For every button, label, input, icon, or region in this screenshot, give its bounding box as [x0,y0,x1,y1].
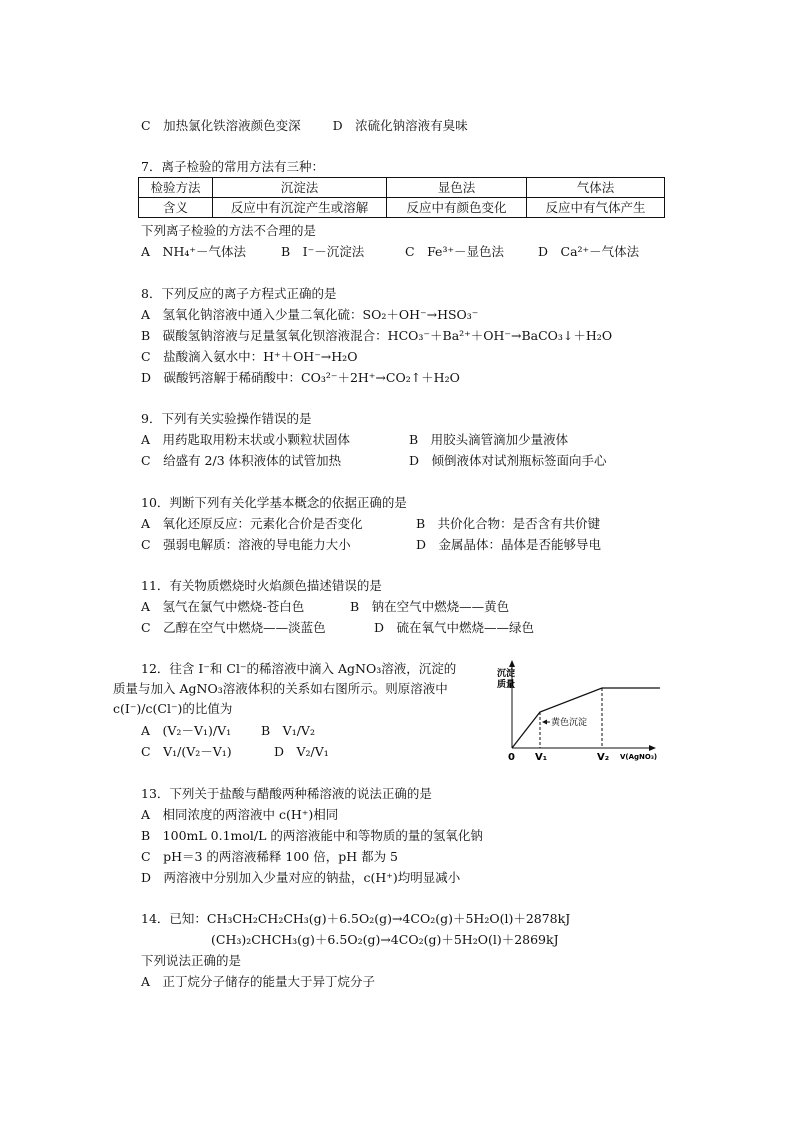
q7-method-table [138,177,665,218]
q10-stem: 10．判断下列有关化学基本概念的依据正确的是 [141,495,407,510]
q13-stem: 13．下列关于盐酸与醋酸两种稀溶液的说法正确的是 [141,786,432,801]
table-header-cell: 气体法 [527,178,665,198]
q10-option-c: C 强弱电解质：溶液的导电能力大小 [141,537,351,552]
q11-option-b: B 钠在空气中燃烧——黄色 [350,599,510,614]
q14-option-a: A 正丁烷分子储存的能量大于异丁烷分子 [141,974,376,989]
q8-option-b: B 碳酸氢钠溶液与足量氢氧化钡溶液混合：HCO₃⁻＋Ba²⁺＋OH⁻→BaCO₃↓＋H₂O [141,328,613,343]
q8-option-d: D 碳酸钙溶解于稀硝酸中：CO₃²⁻＋2H⁺→CO₂↑＋H₂O [141,370,460,385]
q6-options-cd [141,117,468,135]
q7-option-c: C Fe³⁺－显色法 [405,244,505,259]
q9-option-d: D 倾倒液体对试剂瓶标签面向手心 [409,453,607,468]
q8-stem: 8．下列反应的离子方程式正确的是 [141,286,337,301]
q9-stem: 9．下列有关实验操作错误的是 [141,411,312,426]
y-axis-arrow [509,660,515,667]
q8-option-c: C 盐酸滴入氨水中：H⁺＋OH⁻→H₂O [141,349,358,364]
q12-option-a: A (V₂－V₁)/V₁ [141,723,232,738]
v2-tick-label: V₂ [597,752,610,763]
q11-option-a: A 氢气在氯气中燃烧-苍白色 [141,599,305,614]
table-header-cell: 沉淀法 [213,178,387,198]
q6-option-c: C 加热氯化铁溶液颜色变深 [141,118,301,133]
q8-option-a: A 氢氧化钠溶液中通入少量二氧化硫：SO₂＋OH⁻→HSO₃⁻ [141,307,479,322]
q12-options-cd [141,743,329,761]
q11-options-cd [141,619,534,637]
q11-option-d: D 硫在氧气中燃烧——绿色 [374,620,535,635]
origin-label: 0 [508,752,515,763]
q7-question: 下列离子检验的方法不合理的是 [141,223,317,238]
table-header-cell: 检验方法 [139,178,213,198]
table-header-cell: 显色法 [387,178,527,198]
q7-stem: 7．离子检验的常用方法有三种： [141,159,324,174]
table-cell: 反应中有颜色变化 [387,198,527,218]
y-label-line-2: 质量 [497,680,516,690]
q6-option-d: D 浓硫化钠溶液有臭味 [332,118,468,133]
q12-stem-line-3: c(I⁻)/c(Cl⁻)的比值为 [113,701,233,716]
q11-stem: 11．有关物质燃烧时火焰颜色描述错误的是 [141,578,382,593]
table-cell: 反应中有气体产生 [527,198,665,218]
q13-option-d: D 两溶液中分别加入少量对应的钠盐，c(H⁺)均明显减小 [141,870,461,885]
annotation-label: 黄色沉淀 [551,718,588,728]
q10-option-a: A 氧化还原反应：元素化合价是否变化 [141,516,363,531]
q12-stem-line-2: 质量与加入 AgNO₃溶液体积的关系如右图所示。则原溶液中 [113,681,448,696]
q7-options [141,243,639,261]
q12-option-d: D V₂/V₁ [274,744,329,759]
q9-options-cd [141,452,607,470]
q9-option-a: A 用药匙取用粉末状或小颗粒状固体 [141,432,351,447]
q13-option-a: A 相同浓度的两溶液中 c(H⁺)相同 [141,807,339,822]
table-cell: 反应中有沉淀产生或溶解 [213,198,387,218]
q13-option-c: C pH＝3 的两溶液稀释 100 倍，pH 都为 5 [141,849,399,864]
q9-option-b: B 用胶头滴管滴加少量液体 [409,432,569,447]
table-row [139,198,665,218]
q14-equation-1: 14．已知：CH₃CH₂CH₂CH₃(g)＋6.5O₂(g)→4CO₂(g)＋5H₂O(l)＋2878kJ [141,911,571,926]
q14-question: 下列说法正确的是 [141,953,242,968]
x-axis-label: V(AgNO₃) [620,753,658,761]
q10-option-d: D 金属晶体：晶体是否能够导电 [416,537,602,552]
q12-options-ab [141,722,315,740]
x-axis-arrow [649,745,656,751]
q10-option-b: B 共价化合物：是否含有共价键 [416,516,601,531]
q11-option-c: C 乙醇在空气中燃烧——淡蓝色 [141,620,326,635]
y-label-line-1: 沉淀 [497,669,516,679]
q10-options-ab [141,515,600,533]
table-row [139,178,665,198]
annotation-arrowhead [542,720,547,725]
q10-options-cd [141,536,601,554]
table-cell: 含义 [139,198,213,218]
q9-option-c: C 给盛有 2/3 体积液体的试管加热 [141,453,342,468]
q12-stem-line-1: 12．往含 I⁻和 Cl⁻的稀溶液中滴入 AgNO₃溶液，沉淀的 [141,661,457,676]
q11-options-ab [141,598,509,616]
q12-option-c: C V₁/(V₂－V₁) [141,744,232,759]
q12-option-b: B V₁/V₂ [261,723,315,738]
q7-option-a: A NH₄⁺－气体法 [141,244,246,259]
v1-tick-label: V₁ [535,752,548,763]
q12-precipitate-graph [490,658,660,768]
q14-equation-2: (CH₃)₂CHCH₃(g)＋6.5O₂(g)→4CO₂(g)＋5H₂O(l)＋2869kJ [211,932,559,947]
q13-option-b: B 100mL 0.1mol/L 的两溶液能中和等物质的量的氢氧化钠 [141,828,483,843]
q9-options-ab [141,431,568,449]
q7-option-d: D Ca²⁺－气体法 [538,244,640,259]
q7-option-b: B I⁻－沉淀法 [281,244,365,259]
